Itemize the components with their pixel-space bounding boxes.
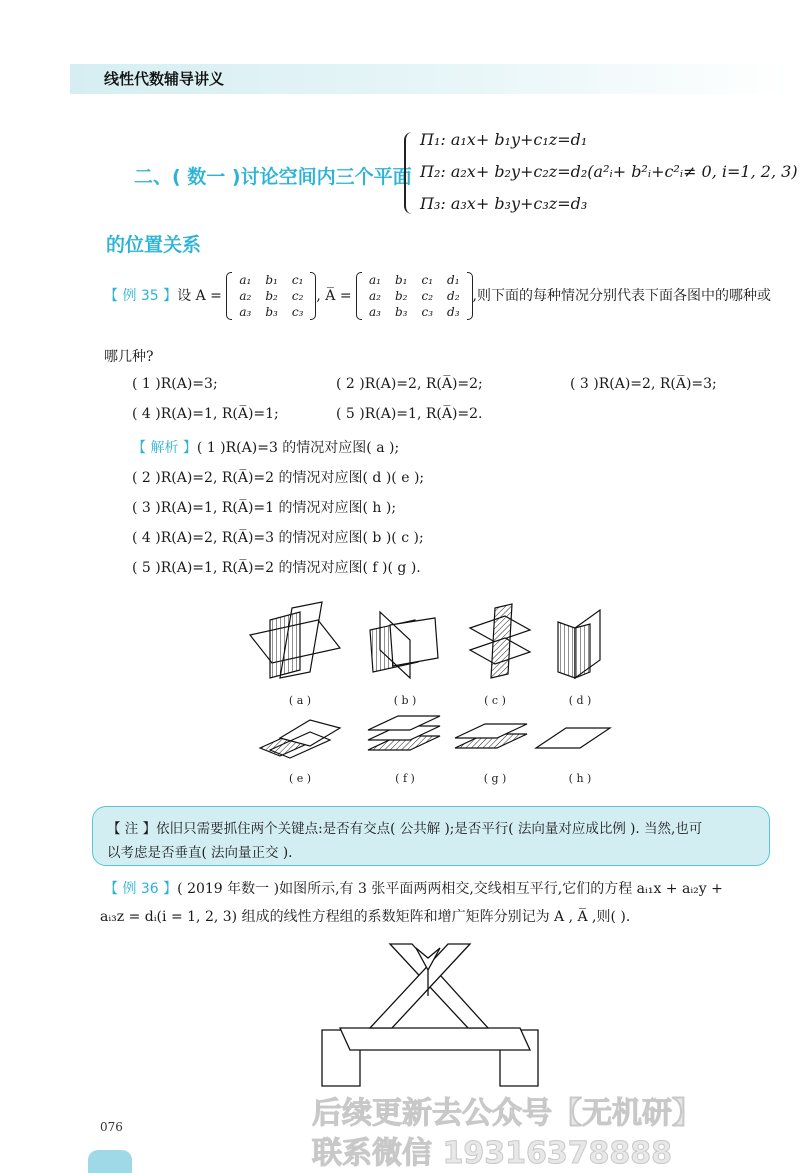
matrix-Abar-cell: c₂ — [421, 289, 434, 303]
matrix-A-cell: b₂ — [265, 289, 278, 303]
solution-line-4: ( 4 )R(A)=2, R(A̅)=3 的情况对应图( b )( c ); — [132, 530, 424, 546]
matrix-A-cell: a₃ — [239, 305, 252, 319]
case-3: ( 3 )R(A)=2, R(A̅)=3; — [570, 376, 717, 392]
matrix-Abar-cell: c₁ — [421, 273, 434, 287]
example35-lead: 设 A = — [177, 288, 222, 304]
example35-row — [104, 272, 771, 320]
header-title: 线性代数辅导讲义 — [104, 70, 225, 88]
example36-text-1: ( 2019 年数一 )如图所示,有 3 张平面两两相交,交线相互平行,它们的方程 aᵢ₁x + aᵢ₂y + — [177, 881, 723, 897]
solution-text-1: ( 1 )R(A)=3 的情况对应图( a ); — [196, 440, 400, 456]
plane-eq-1: Π₁: a₁x+ b₁y+c₁z=d₁ — [420, 130, 588, 149]
matrix-Abar — [356, 272, 473, 320]
case-5: ( 5 )R(A)=1, R(A̅)=2. — [336, 406, 483, 422]
matrix-Abar-cell: a₃ — [369, 305, 381, 319]
note-line-2: 以考虑是否垂直( 法向量正交 ). — [107, 845, 293, 861]
matrix-Abar-cell: d₃ — [447, 305, 460, 319]
matrix-Abar-cell: b₂ — [395, 289, 408, 303]
note-line-1 — [107, 817, 755, 841]
example35-tag: 【 例 35 】 — [104, 288, 178, 304]
figure-h — [536, 728, 610, 748]
page-number: 076 — [100, 1120, 123, 1134]
solution-tag: 【 解析 】 — [132, 440, 197, 456]
example36-tag: 【 例 36 】 — [104, 881, 178, 897]
caption-f: ( f ) — [395, 772, 415, 785]
matrix-Abar-cell: a₂ — [369, 289, 381, 303]
figure-b — [370, 612, 438, 678]
matrix-A-cell: c₁ — [291, 273, 304, 287]
matrix-A-cell: a₂ — [239, 289, 252, 303]
note-tag: 【 注 】 — [107, 821, 157, 837]
matrix-Abar-cell: d₁ — [447, 273, 460, 287]
matrix-Abar-cell: a₁ — [369, 273, 381, 287]
matrix-Abar-cell: d₂ — [447, 289, 460, 303]
matrix-Abar-cell: b₁ — [395, 273, 408, 287]
figure-a — [250, 602, 340, 678]
case-2: ( 2 )R(A)=2, R(A̅)=2; — [336, 376, 483, 392]
figure-c — [470, 604, 530, 678]
matrix-A-cell: c₃ — [291, 305, 304, 319]
section-title: 二、( 数一 )讨论空间内三个平面 — [134, 166, 412, 188]
section-title-cont: 的位置关系 — [106, 234, 202, 256]
example36-line-2: aᵢ₃z = dᵢ(i = 1, 2, 3) 组成的线性方程组的系数矩阵和增广矩阵分别记为 A , A̅ ,则( ). — [100, 909, 631, 925]
matrix-Abar-cell: c₃ — [421, 305, 434, 319]
caption-e: ( e ) — [288, 772, 312, 785]
caption-h: ( h ) — [568, 772, 592, 785]
watermark-line-1: 后续更新去公众号【无机研】 — [312, 1096, 702, 1131]
figure-f — [368, 716, 440, 750]
solution-line-3: ( 3 )R(A)=1, R(A̅)=1 的情况对应图( h ); — [132, 500, 397, 516]
matrix-Abar-cell: b₃ — [395, 305, 408, 319]
page-edge-tab — [88, 1150, 132, 1173]
example35-sep: , A̅ = — [316, 288, 352, 304]
caption-d: ( d ) — [568, 694, 592, 707]
figure-e — [260, 720, 340, 758]
matrix-A-cell: c₂ — [291, 289, 304, 303]
plane-eq-3: Π₃: a₃x+ b₃y+c₃z=d₃ — [420, 194, 588, 213]
caption-g: ( g ) — [483, 772, 507, 785]
plane-eq-2: Π₂: a₂x+ b₂y+c₂z=d₂(a²ᵢ+ b²ᵢ+c²ᵢ≠ 0, i=1, 2, 3) — [420, 162, 798, 181]
caption-a: ( a ) — [288, 694, 312, 707]
matrix-A-cell: b₃ — [265, 305, 278, 319]
example35-tail: ,则下面的每种情况分别代表下面各图中的哪种或 — [472, 288, 771, 304]
note-box — [92, 806, 770, 866]
matrix-A — [226, 272, 316, 320]
solution-line-5: ( 5 )R(A)=1, R(A̅)=2 的情况对应图( f )( g ). — [132, 560, 421, 576]
case-1: ( 1 )R(A)=3; — [132, 376, 218, 392]
figure-d — [558, 610, 600, 678]
matrix-A-cell: b₁ — [265, 273, 278, 287]
example36-figure — [320, 940, 540, 1090]
solution-line-2: ( 2 )R(A)=2, R(A̅)=2 的情况对应图( d )( e ); — [132, 470, 425, 486]
figure-g — [455, 724, 527, 748]
caption-b: ( b ) — [393, 694, 417, 707]
watermark-line-2: 联系微信 19316378888 — [312, 1136, 673, 1171]
note-text-1: 依旧只需要抓住两个关键点:是否有交点( 公共解 );是否平行( 法向量对应成比例 ). 当然,也可 — [156, 821, 703, 837]
case-4: ( 4 )R(A)=1, R(A̅)=1; — [132, 406, 279, 422]
matrix-A-cell: a₁ — [239, 273, 252, 287]
solution-line-1 — [132, 437, 399, 457]
example35-tail2: 哪几种? — [104, 349, 154, 365]
planes-figure — [240, 600, 620, 796]
system-brace — [404, 132, 418, 214]
caption-c: ( c ) — [484, 694, 506, 707]
example36-line-1 — [104, 878, 723, 898]
